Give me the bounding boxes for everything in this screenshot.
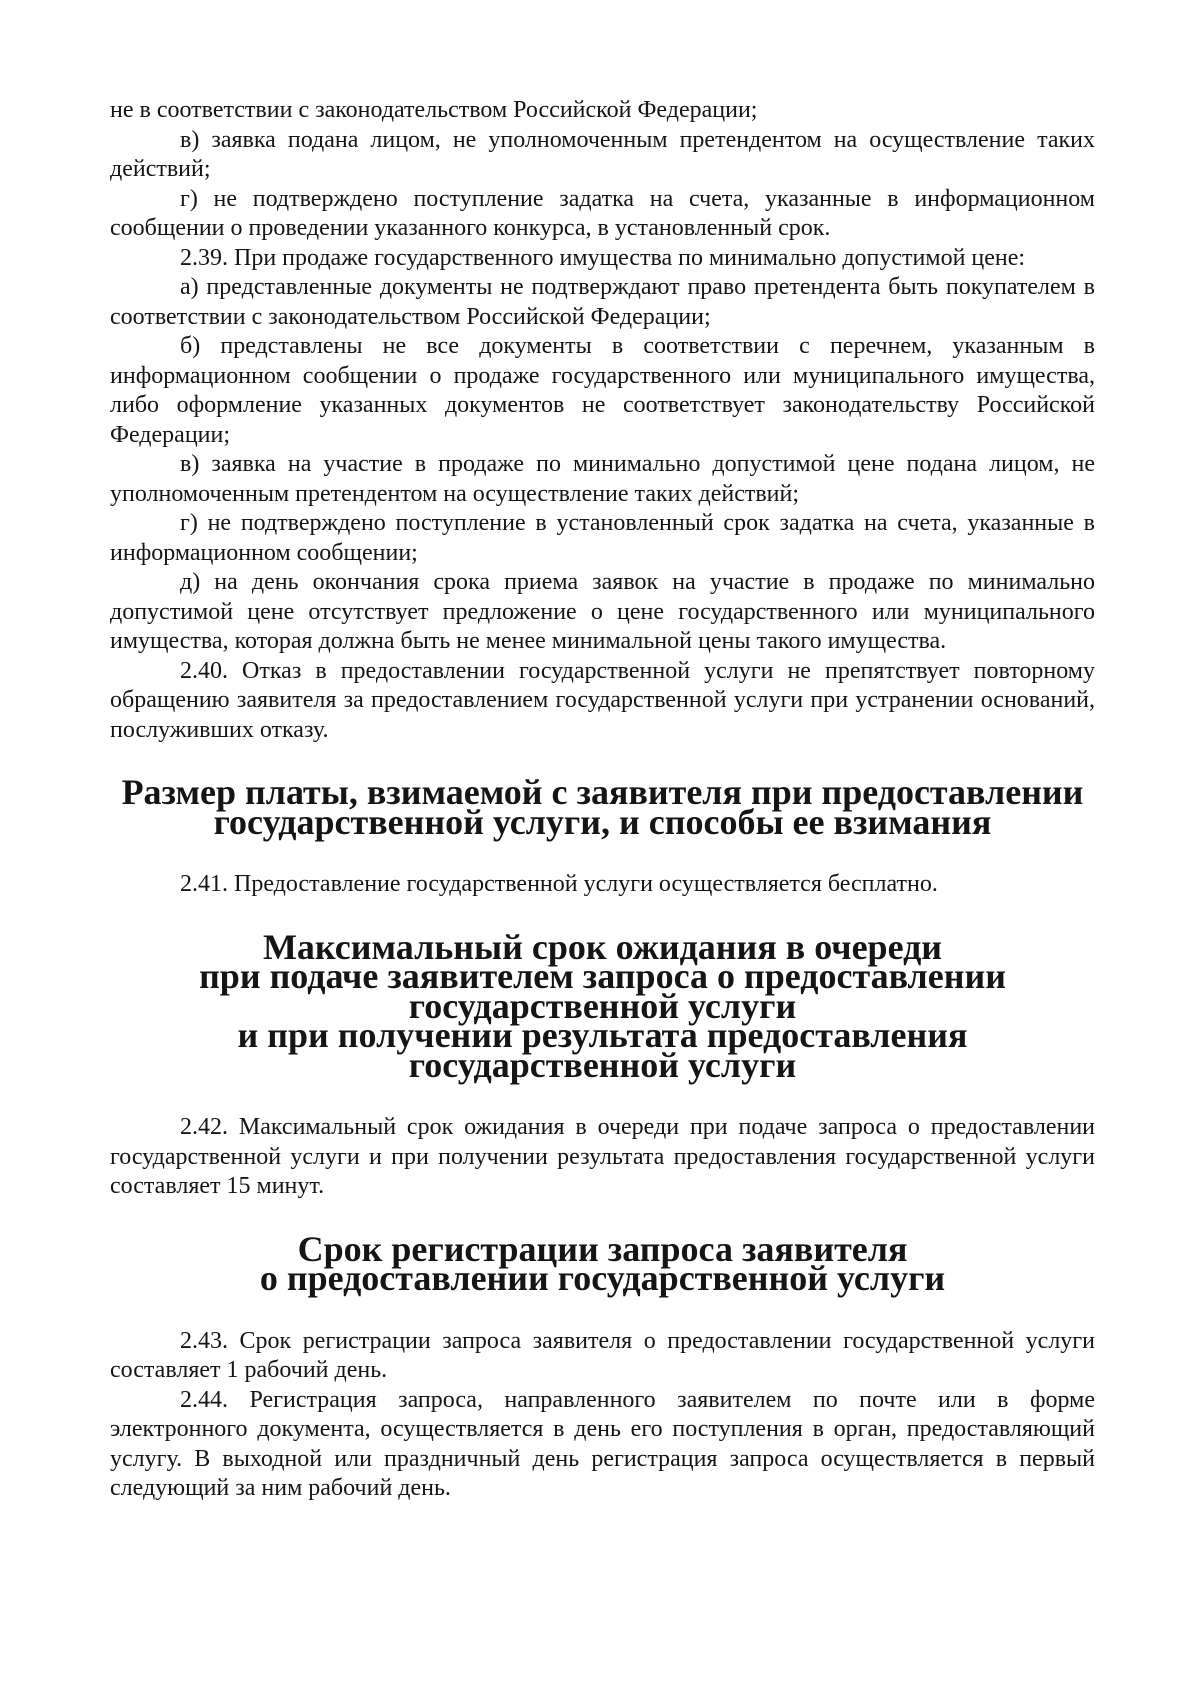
heading-line: и при получении результата предоставления государственной услуги — [237, 1015, 968, 1085]
paragraph-2-44: 2.44. Регистрация запроса, направленного заявителем по почте или в форме электронного документа, осуществляется в день его поступления в орган, предоставляющий услугу. В выходной или праздничный день регистрация запроса осуществляется в первый следующий за ним рабочий день. — [110, 1386, 1095, 1501]
paragraph: в) заявка подана лицом, не уполномоченным претендентом на осуществление таких действий; — [110, 126, 1095, 182]
paragraph: 2.40. Отказ в предоставлении государственной услуги не препятствует повторному обращению заявителя за предоставлением государственной услуги при устранении оснований, послуживших отказу. — [110, 657, 1095, 743]
paragraph-2-42: 2.42. Максимальный срок ожидания в очереди при подаче запроса о предоставлении государственной услуги и при получении результата предоставления государственной услуги составляет 15 минут. — [110, 1114, 1095, 1199]
paragraph-2-43: 2.43. Срок регистрации запроса заявителя о предоставлении государственной услуги составляет 1 рабочий день. — [110, 1327, 1095, 1383]
document-page — [110, 96, 1095, 1504]
section-heading-fee — [110, 772, 1095, 842]
heading-line: при подаче заявителем запроса о предоставлении государственной услуги — [199, 956, 1006, 1026]
heading-line: Максимальный срок ожидания в очереди — [262, 926, 943, 967]
paragraph: в) заявка на участие в продаже по минимально допустимой цене подана лицом, не уполномоченным претендентом на осуществление таких действий; — [110, 451, 1095, 507]
heading-line: Срок регистрации запроса заявителя — [297, 1228, 908, 1269]
heading-line: о предоставлении государственной услуги — [259, 1258, 946, 1298]
paragraph: а) представленные документы не подтверждают право претендента быть покупателем в соответствии с законодательством Российской Федерации; — [110, 274, 1095, 330]
heading-line: государственной услуги, и способы ее взимания — [213, 801, 992, 842]
paragraph: 2.39. При продаже государственного имущества по минимально допустимой цене: — [180, 244, 1026, 271]
heading-line: Размер платы, взимаемой с заявителя при предоставлении — [121, 772, 1084, 812]
section-heading-queue — [110, 926, 1095, 1085]
paragraph: г) не подтверждено поступление задатка на счета, указанные в информационном сообщении о проведении указанного конкурса, в установленный срок. — [110, 185, 1095, 241]
section-heading-registration — [110, 1228, 1095, 1298]
paragraph: г) не подтверждено поступление в установленный срок задатка на счета, указанные в информационном сообщении; — [110, 510, 1095, 566]
paragraph-2-41: 2.41. Предоставление государственной услуги осуществляется бесплатно. — [180, 871, 938, 897]
paragraph: б) представлены не все документы в соответствии с перечнем, указанным в информационном сообщении о продаже государственного или муниципального имущества, либо оформление указанных документов не соответствует законодательству Российской Федерации; — [110, 333, 1095, 448]
top-paragraphs — [110, 96, 1095, 745]
paragraph: не в соответствии с законодательством Российской Федерации; — [110, 97, 758, 123]
paragraph: д) на день окончания срока приема заявок на участие в продаже по минимально допустимой цене отсутствует предложение о цене государственного или муниципального имущества, которая должна быть не менее минимальной цены такого имущества. — [110, 569, 1095, 654]
